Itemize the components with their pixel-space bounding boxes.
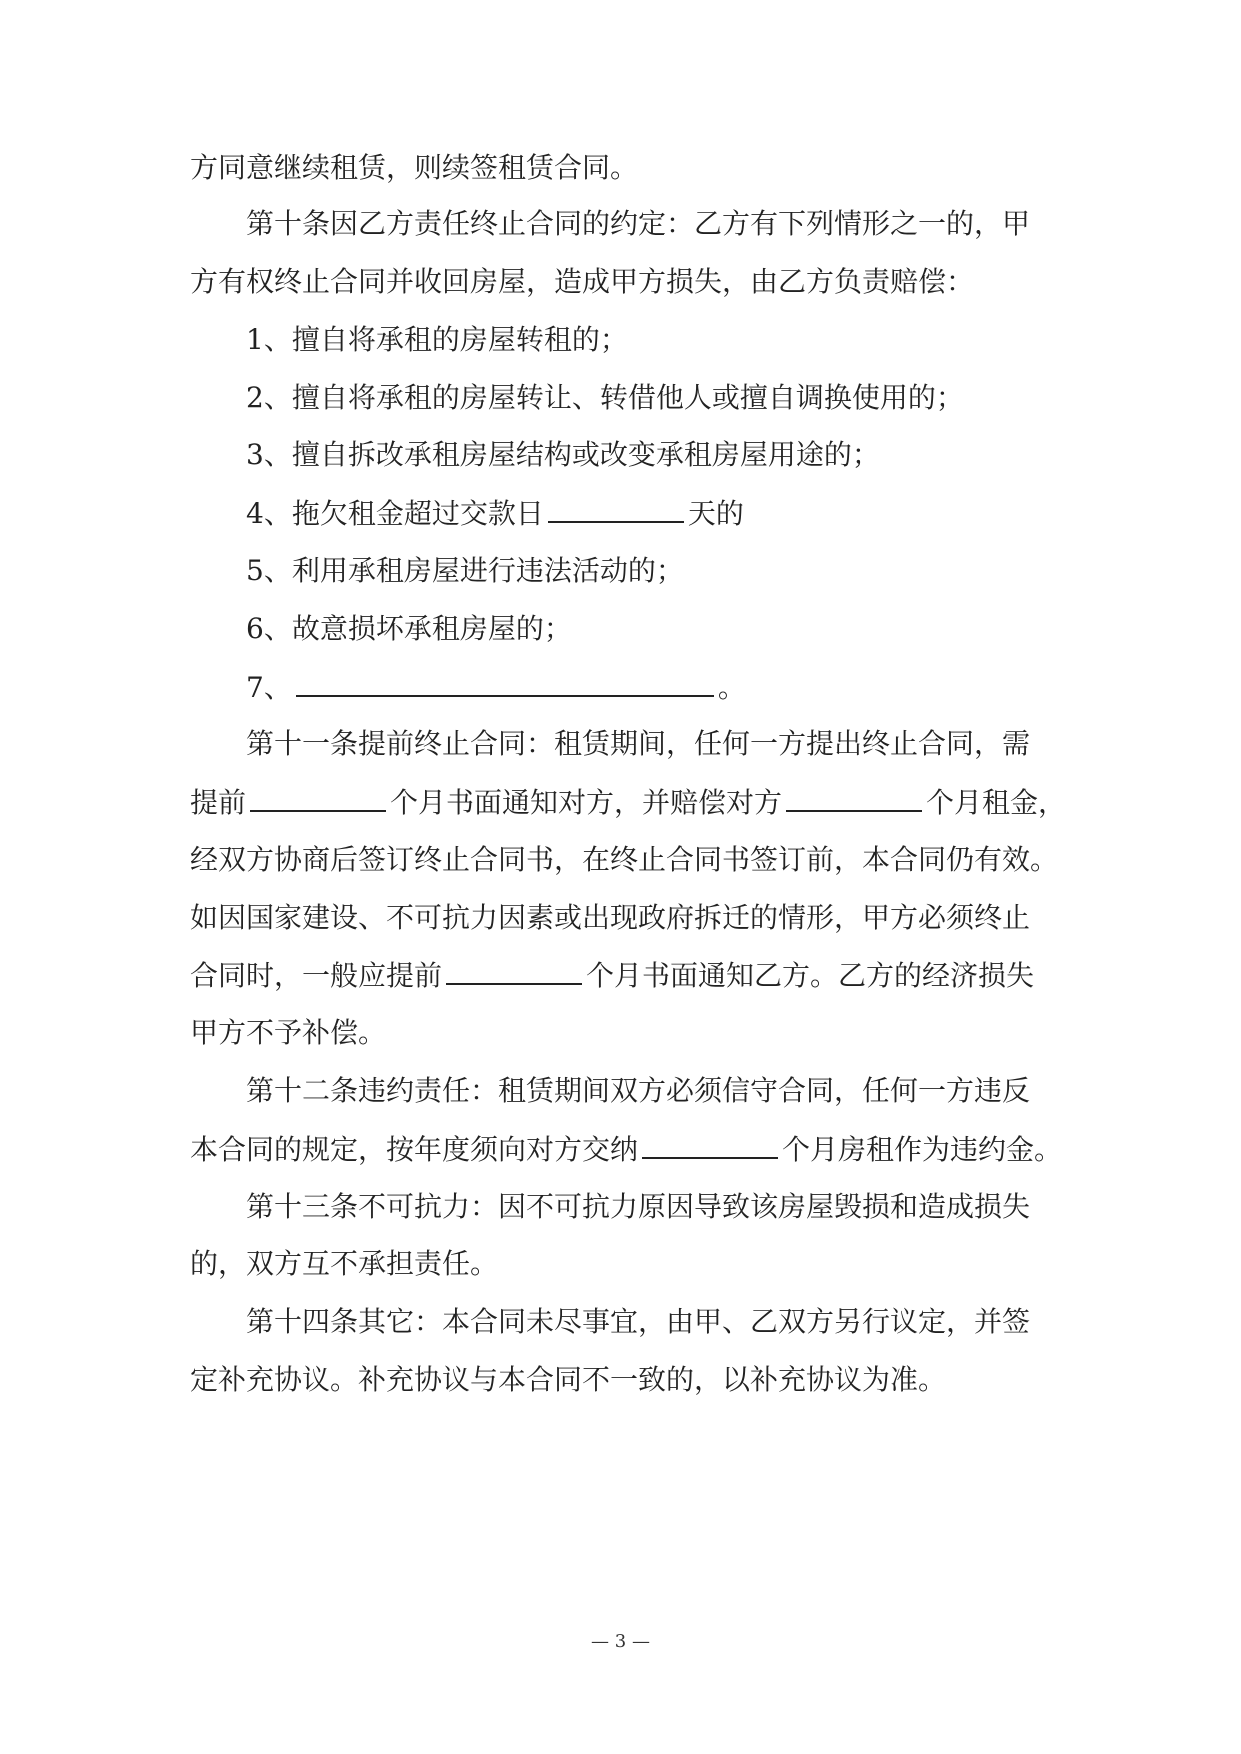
- article-13-heading-line: 第十三条不可抗力：因不可抗力原因导致该房屋毁损和造成损失: [246, 1190, 1031, 1223]
- text-segment: 合同时，一般应提前: [190, 959, 443, 992]
- paragraph-line: [190, 955, 1060, 995]
- article-12-heading-line: 第十二条违约责任：租赁期间双方必须信守合同，任何一方违反: [246, 1074, 1031, 1107]
- article-11-heading-line: 第十一条提前终止合同：租赁期间，任何一方提出终止合同，需: [246, 727, 1031, 760]
- paragraph-line: 经双方协商后签订终止合同书，在终止合同书签订前，本合同仍有效。: [190, 843, 1059, 876]
- text-segment: 提前: [190, 786, 247, 819]
- blank-other-field[interactable]: [296, 667, 714, 697]
- blank-government-notice-months-field[interactable]: [446, 955, 582, 985]
- list-item-6: 6、故意损坏承租房屋的；: [246, 612, 572, 645]
- paragraph-line: 定补充协议。补充协议与本合同不一致的，以补充协议为准。: [190, 1363, 947, 1396]
- text-segment: 个月书面通知对方，并赔偿对方: [390, 786, 783, 819]
- paragraph-line: 方有权终止合同并收回房屋，造成甲方损失，由乙方负责赔偿：: [190, 265, 975, 298]
- blank-compensation-months-field[interactable]: [786, 782, 922, 812]
- paragraph-line: 如因国家建设、不可抗力因素或出现政府拆迁的情形，甲方必须终止: [190, 901, 1031, 934]
- list-item-2: 2、擅自将承租的房屋转让、转借他人或擅自调换使用的；: [246, 381, 964, 414]
- blank-penalty-months-field[interactable]: [642, 1129, 778, 1159]
- paragraph-line: 的，双方互不承担责任。: [190, 1247, 499, 1280]
- list-item-4-text: 4、拖欠租金超过交款日: [246, 497, 544, 530]
- text-segment: 个月书面通知乙方。乙方的经济损失: [586, 959, 1035, 992]
- article-14-heading-line: 第十四条其它：本合同未尽事宜，由甲、乙双方另行议定，并签: [246, 1305, 1031, 1338]
- list-item-7-number: 7、: [246, 671, 292, 704]
- paragraph-line: [190, 1129, 1063, 1169]
- list-item-1: 1、擅自将承租的房屋转租的；: [246, 323, 628, 356]
- paragraph-line: 甲方不予补偿。: [190, 1016, 387, 1049]
- list-item-7: [246, 667, 1060, 707]
- list-item-3: 3、擅自拆改承租房屋结构或改变承租房屋用途的；: [246, 438, 880, 471]
- page-number: — 3 —: [591, 1631, 650, 1652]
- list-item-4: [246, 493, 1060, 533]
- text-segment: 本合同的规定，按年度须向对方交纳: [190, 1133, 639, 1166]
- list-item-5: 5、利用承租房屋进行违法活动的；: [246, 554, 684, 587]
- paragraph-line: [190, 782, 1067, 822]
- blank-notice-months-field[interactable]: [250, 782, 386, 812]
- text-segment: 个月租金，: [926, 786, 1067, 819]
- list-item-7-end: 。: [717, 671, 746, 704]
- paragraph-line: 方同意继续租赁，则续签租赁合同。: [190, 151, 639, 184]
- blank-days-field[interactable]: [548, 493, 684, 523]
- article-10-heading-line: 第十条因乙方责任终止合同的约定：乙方有下列情形之一的，甲: [246, 207, 1031, 240]
- list-item-4-suffix: 天的: [687, 497, 744, 530]
- text-segment: 个月房租作为违约金。: [782, 1133, 1063, 1166]
